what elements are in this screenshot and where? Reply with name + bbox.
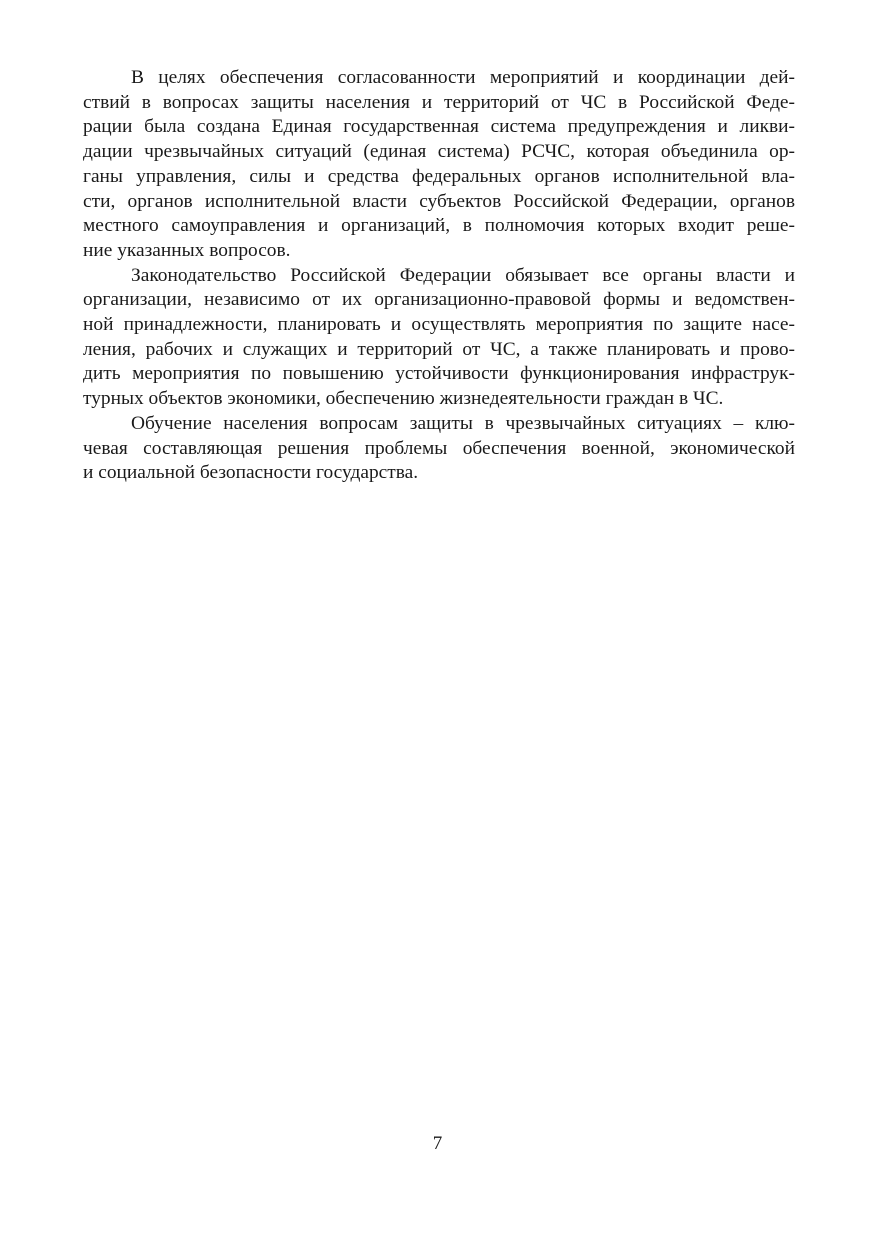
text-line: дить мероприятия по повышению устойчивости функционирования инфраструк- [83,363,795,385]
text-line: ние указанных вопросов. [83,239,291,261]
text-line: ления, рабочих и служащих и территорий от ЧС, а также планировать и прово- [83,338,795,360]
text-line: дации чрезвычайных ситуаций (единая система) РСЧС, которая объединила ор- [83,141,795,163]
text-line: Законодательство Российской Федерации обязывает все органы власти и [131,264,795,286]
page-number: 7 [432,1133,443,1154]
paragraph-training [83,412,795,486]
text-line: местного самоуправления и организаций, в полномочия которых входит реше- [83,215,795,237]
paragraph-legislation [83,264,795,412]
text-line: рации была создана Единая государственная система предупреждения и ликви- [83,116,795,138]
body-text [83,66,795,486]
text-line: турных объектов экономики, обеспечению жизнедеятельности граждан в ЧС. [83,388,724,410]
text-line: ствий в вопросах защиты населения и территорий от ЧС в Российской Феде- [83,91,795,113]
text-line: сти, органов исполнительной власти субъектов Российской Федерации, органов [83,190,795,212]
text-line: чевая составляющая решения проблемы обеспечения военной, экономической [83,437,795,459]
text-line: ной принадлежности, планировать и осуществлять мероприятия по защите насе- [83,314,795,336]
text-line: Обучение населения вопросам защиты в чрезвычайных ситуациях – клю- [131,412,795,434]
text-line: и социальной безопасности государства. [83,462,419,484]
text-line: В целях обеспечения согласованности мероприятий и координации дей- [131,67,795,88]
text-line: ганы управления, силы и средства федеральных органов исполнительной вла- [83,165,795,187]
paragraph-rschs [83,66,795,264]
text-line: организации, независимо от их организационно-правовой формы и ведомствен- [83,289,795,311]
